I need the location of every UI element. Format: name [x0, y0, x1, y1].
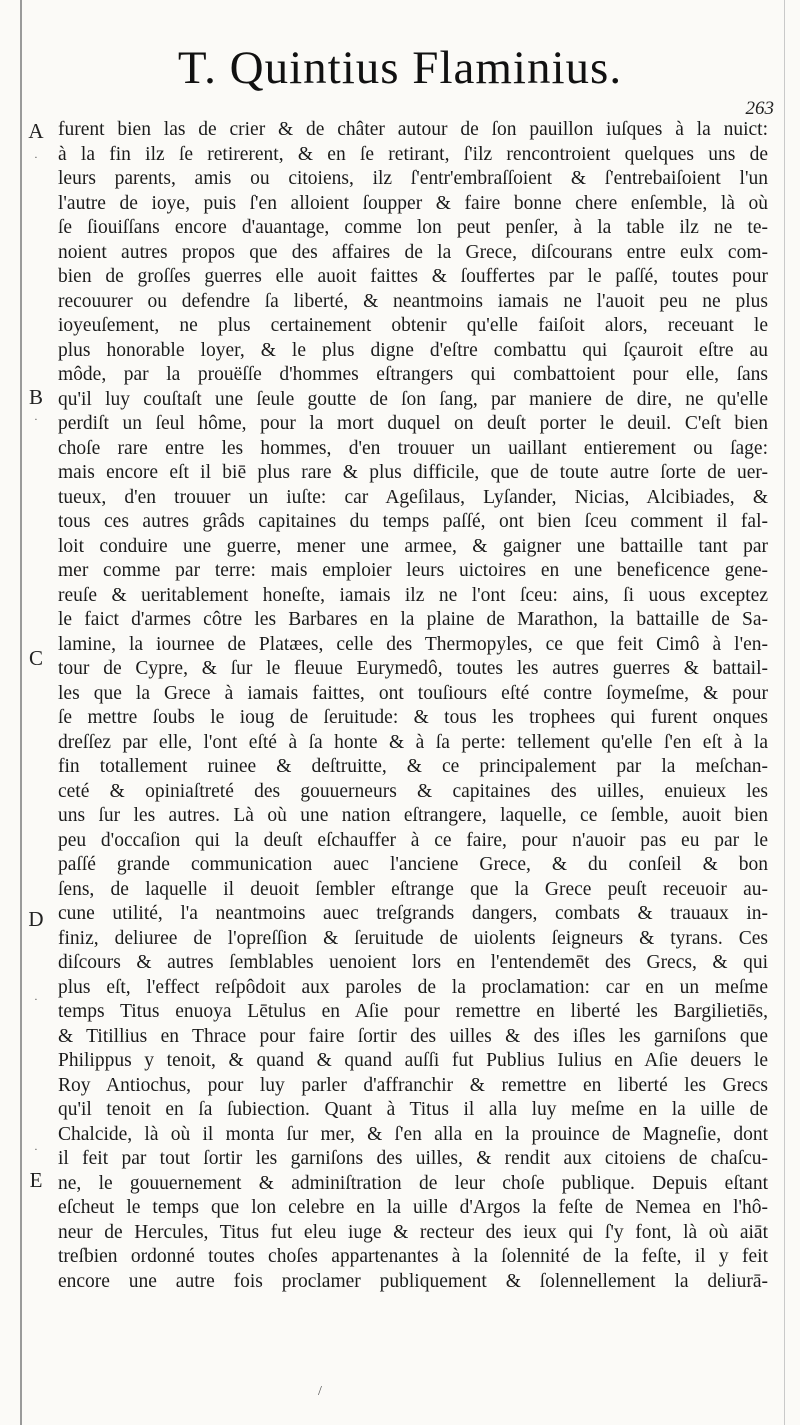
text-line: ne, le gouuernement & adminiſtration de leur choſe publique. Depuis eſtant: [58, 1172, 768, 1194]
margin-letter-a: A: [28, 119, 44, 143]
text-line: furent bien las de crier & de châter autour de ſon pauillon iuſques à la nuict:: [58, 119, 768, 140]
margin-dot: ·: [34, 153, 38, 164]
text-line: peu d'occaſion qui la deuſt eſchauffer à ce faire, pour n'auoir pas eu par le: [58, 829, 768, 851]
text-line: & Titillius en Thrace pour faire ſortir des uilles & des iſles les garniſons que: [58, 1025, 768, 1047]
text-line: ſens, de laquelle il deuoit ſembler eſtrange que la Grece peuſt receuoir au-: [58, 878, 768, 900]
page-left-edge: [20, 0, 22, 1425]
text-line: paſſé grande communication auec l'anciene Grece, & du conſeil & bon: [58, 854, 768, 875]
text-line: môde, par la prouëſſe d'hommes eſtrangers qui combattoient pour elle, ſans: [58, 364, 768, 385]
text-line: fin totallement ruinee & deſtruitte, & ce principalement par la meſchan-: [58, 756, 768, 777]
text-line: lamine, la iournee de Platæes, celle des Thermopyles, ce que feit Cimô à l'en-: [58, 633, 768, 655]
margin-letter-d: D: [28, 907, 44, 931]
text-line: noient autres propos que des affaires de la Grece, diſcourans entre eulx com-: [58, 241, 768, 263]
page-number: 263: [745, 98, 774, 119]
text-line: tueux, d'en trouuer un iuſte: car Ageſilaus, Lyſander, Nicias, Alcibiades, &: [58, 486, 768, 508]
text-line: choſe rare entre les hommes, d'en trouuer un uaillant entierement ou ſage:: [58, 437, 768, 459]
text-line: ceté & opiniaſtreté des gouuerneurs & capitaines des uilles, enuieux les: [58, 780, 768, 802]
text-line: Chalcide, là où il monta ſur mer, & ſ'en alla en la prouince de Magneſie, dont: [58, 1123, 768, 1145]
text-line: perdiſt un ſeul hôme, pour la mort duquel on deuſt porter le deuil. C'eſt bien: [58, 413, 768, 434]
text-line: mer comme par terre: mais emploier leurs uictoires en une beneficence gene-: [58, 560, 768, 581]
margin-letter-c: C: [28, 646, 43, 670]
text-line: uns ſur les autres. Là où une nation eſtrangere, laquelle, ce ſemble, auoit bien: [58, 805, 768, 826]
text-line: tous ces autres grâds capitaines du temps paſſé, ont bien ſceu comment il fal-: [58, 511, 768, 532]
text-line: dreſſez par elle, l'ont eſté à ſa honte & à ſa perte: tellement qu'elle ſ'en eſt à la: [58, 731, 768, 753]
text-line: le faict d'armes côtre les Barbares en la plaine de Marathon, la battaille de Sa-: [58, 609, 768, 630]
text-line: bien de groſſes guerres elle auoit faittes & ſouffertes par le paſſé, toutes pour: [58, 266, 768, 287]
text-line: reuſe & ueritablement honeſte, iamais ilz ne l'ont ſceu: ains, ſi uous exceptez: [58, 584, 768, 606]
body-text: [58, 118, 768, 1294]
text-line: Philippus y tenoit, & quand & quand auſſi fut Publius Iulius en Aſie deuers le: [58, 1050, 768, 1071]
text-line: treſbien ordonné toutes choſes appartenantes à la ſolennité de la feſte, il y feit: [58, 1246, 768, 1267]
margin-dot: ·: [34, 415, 38, 426]
text-line: tour de Cypre, & ſur le fleuue Eurymedô, toutes les autres guerres & battail-: [58, 658, 768, 679]
text-line: les que la Grece à iamais faittes, ont touſiours eſté contre ſoymeſme, & pour: [58, 682, 768, 704]
text-line: recouurer ou defendre ſa liberté, & neantmoins iamais ne l'auoit peu ne plus: [58, 290, 768, 312]
stray-mark: /: [318, 1384, 322, 1399]
text-line: finiz, deliuree de l'opreſſion & ſeruitude de uiolents ſeigneurs & tyrans. Ces: [58, 927, 768, 949]
text-line: mais encore eſt il biē plus rare & plus difficile, que de toute autre ſorte de uer-: [58, 462, 768, 483]
text-line: cune utilité, l'a neantmoins auec treſgrands dangers, combats & trauaux in-: [58, 903, 768, 924]
text-line: ioyeuſement, ne plus certainement obtenir qu'elle faiſoit alors, receuant le: [58, 315, 768, 336]
text-line: neur de Hercules, Titus fut eleu iuge & recteur des ieux qui ſ'y font, là où aiāt: [58, 1221, 768, 1243]
text-line: temps Titus enuoya Lētulus en Aſie pour remettre en liberté les Bargilietiēs,: [58, 1001, 768, 1022]
text-line: ſe ſiouiſſans encore d'auantage, comme lon peut penſer, à la table ilz ne te-: [58, 217, 768, 238]
running-title: T. Quintius Flaminius.: [177, 42, 623, 94]
text-line: eſcheut le temps que lon celebre en la uille d'Argos la feſte de Nemea en l'hô-: [58, 1197, 768, 1218]
text-line: plus eſt, l'effect reſpôdoit aux paroles de la proclamation: car en un meſme: [58, 976, 768, 998]
margin-letter-b: B: [28, 385, 43, 409]
text-line: qu'il tenoit en ſa ſubiection. Quant à Titus il alla luy meſme en la uille de: [58, 1099, 768, 1120]
text-line: diſcours & autres ſemblables uenoient lors en l'entendemēt des Grecs, & qui: [58, 952, 768, 973]
text-line: l'autre de ioye, puis ſ'en alloient ſoupper & faire bonne chere enſemble, là où: [58, 192, 768, 214]
text-line: encore une autre fois proclamer publiquement & ſolennellement la deliurā-: [58, 1270, 768, 1292]
text-line: qu'il luy couſtaſt une ſeule goutte de ſon ſang, par maniere de dire, ne qu'elle: [58, 388, 768, 410]
text-line: il feit par tout ſortir les garniſons des uilles, & rendit aux citoiens de chaſcu-: [58, 1148, 768, 1169]
text-line: à la fin ilz ſe retirerent, & en ſe retirant, ſ'ilz rencontroient quelques uns de: [58, 143, 768, 165]
text-line: plus honorable loyer, & le plus digne d'eſtre combattu qui ſçauroit eſtre au: [58, 339, 768, 361]
margin-letter-e: E: [29, 1168, 43, 1192]
margin-dot: ·: [34, 995, 38, 1006]
page-right-edge: [784, 0, 785, 1425]
text-line: ſe mettre ſoubs le ioug de ſeruitude: & tous les trophees qui furent onques: [58, 707, 768, 728]
text-line: Roy Antiochus, pour luy parler d'affranchir & remettre en liberté les Grecs: [58, 1074, 768, 1096]
text-line: leurs parents, amis ou citoiens, ilz ſ'entr'embraſſoient & ſ'entrebaiſoient l'un: [58, 168, 768, 189]
margin-dot: ·: [34, 1145, 38, 1156]
text-line: loit conduire une guerre, mener une armee, & gaigner une battaille tant par: [58, 535, 768, 557]
